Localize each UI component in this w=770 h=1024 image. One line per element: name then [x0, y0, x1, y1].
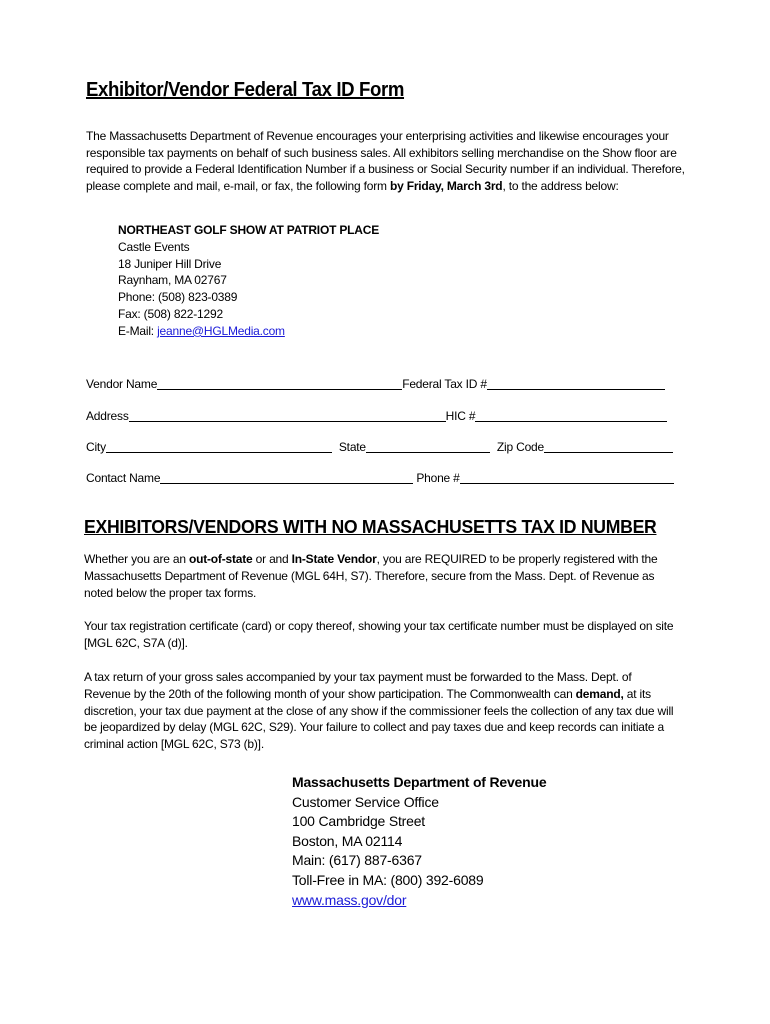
dor-city: Boston, MA 02114 [292, 832, 403, 849]
dor-street: 100 Cambridge Street [292, 813, 425, 830]
form-row-address [86, 406, 676, 424]
dor-address-block [292, 773, 546, 910]
p1-text-3: , you are REQUIRED to be properly registered with the Massachusetts Department of Revenue (MGL 64H, S7). Therefore, secure from the Mass. Dept. of Revenue as noted below the proper tax forms. [84, 552, 658, 600]
form-row-contact [86, 468, 676, 486]
vendor-name-field[interactable] [157, 377, 402, 390]
p3-text-2: at its discretion, your tax due payment at the close of any show if the commissioner feels the collection of any tax due will be jeopardized by delay (MGL 62C, S29). Your failure to collect and pay taxes due and keep records can initiate a criminal action [MGL 62C, S73 (b)]. [84, 686, 674, 752]
p1-text-2: or and [252, 552, 292, 566]
out-of-state-term: out-of-state [188, 552, 253, 566]
dor-office: Customer Service Office [292, 793, 439, 810]
city-label: City [86, 440, 106, 454]
state-label: State [338, 440, 366, 454]
dor-main-phone: Main: (617) 887-6367 [292, 852, 422, 869]
vendor-name-label: Vendor Name [86, 377, 158, 391]
federal-tax-id-label: Federal Tax ID # [402, 377, 487, 391]
intro-text-end: , to the address below: [502, 178, 619, 193]
address-label: Address [86, 409, 129, 423]
intro-text: The Massachusetts Department of Revenue encourages your enterprising activities and likewise encourages your responsible tax payments on behalf of such business sales. All exhibitors selling merchandise on the Show floor are required to provide a Federal Identification Number if a business or Social Security number if an individual. Therefore, please complete and mail, e-mail, or fax, the following form [86, 129, 685, 193]
p1-text-1: Whether you are an [84, 552, 189, 566]
paragraph-tax-return [84, 669, 674, 753]
zip-field[interactable] [544, 440, 673, 453]
form-row-vendor [86, 374, 676, 392]
page-title: Exhibitor/Vendor Federal Tax ID Form [86, 79, 405, 101]
dor-name: Massachusetts Department of Revenue [292, 774, 547, 790]
zip-label: Zip Code [496, 440, 544, 454]
contact-name-label: Contact Name [86, 471, 161, 485]
show-email-line [118, 323, 379, 340]
p3-text-1: A tax return of your gross sales accompanied by your tax payment must be forwarded to the Mass. Dept. of Revenue by the 20th of the following month of your show participation. The Commonwealth can [84, 670, 632, 701]
demand-term: demand, [575, 686, 624, 701]
show-name: NORTHEAST GOLF SHOW AT PATRIOT PLACE [118, 223, 380, 237]
show-org: Castle Events [118, 239, 190, 254]
dor-website-link[interactable]: www.mass.gov/dor [292, 891, 407, 908]
paragraph-registration [84, 551, 674, 601]
phone-label: Phone # [416, 471, 460, 485]
paragraph-certificate: Your tax registration certificate (card) or copy thereof, showing your tax certificate number must be displayed on site [MGL 62C, S7A (d)]. [84, 619, 674, 650]
show-city: Raynham, MA 02767 [118, 273, 227, 288]
state-field[interactable] [366, 440, 490, 453]
section-heading: EXHIBITORS/VENDORS WITH NO MASSACHUSETTS TAX ID NUMBER [84, 517, 657, 537]
address-field[interactable] [129, 409, 446, 422]
show-phone: Phone: (508) 823-0389 [118, 290, 238, 305]
hic-field[interactable] [475, 409, 667, 422]
form-row-city [86, 437, 676, 455]
hic-label: HIC # [445, 409, 476, 423]
show-street: 18 Juniper Hill Drive [118, 256, 222, 271]
city-field[interactable] [106, 440, 332, 453]
show-fax: Fax: (508) 822-1292 [118, 306, 223, 321]
federal-tax-id-field[interactable] [487, 377, 665, 390]
email-link[interactable]: jeanne@HGLMedia.com [157, 323, 285, 338]
deadline: by Friday, March 3rd [389, 178, 503, 193]
dor-tollfree-phone: Toll-Free in MA: (800) 392-6089 [292, 871, 484, 888]
email-label: E-Mail: [118, 323, 158, 338]
phone-field[interactable] [460, 471, 674, 484]
intro-paragraph [86, 128, 691, 194]
in-state-term: In-State Vendor [291, 552, 377, 566]
contact-name-field[interactable] [160, 471, 413, 484]
show-address-block [118, 222, 379, 340]
